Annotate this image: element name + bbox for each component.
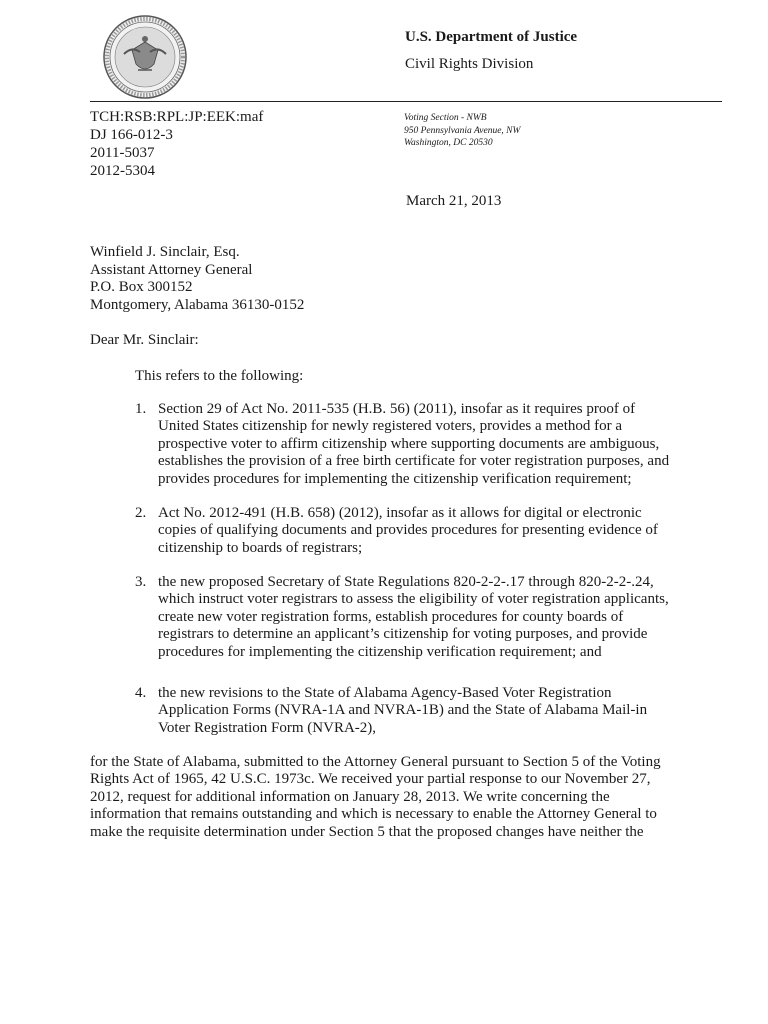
item-line: Act No. 2012-491 (H.B. 658) (2012), insofar as it allows for digital or electronic [158, 505, 642, 521]
recipient-line: Assistant Attorney General [90, 261, 253, 278]
item-line: Section 29 of Act No. 2011-535 (H.B. 56) (2011), insofar as it requires proof of [158, 401, 636, 417]
paragraph-line: information that remains outstanding and which is necessary to enable the Attorney General to [90, 806, 657, 823]
item-number: 4. [135, 685, 147, 701]
item-number: 2. [135, 505, 147, 521]
recipient-line: Winfield J. Sinclair, Esq. [90, 244, 240, 260]
reference-line: 2011-5037 [90, 145, 155, 161]
item-line: United States citizenship for newly registered voters, provides a method for a [158, 418, 623, 435]
item-line: the new proposed Secretary of State Regulations 820-2-2-.17 through 820-2-2-.24, [158, 574, 654, 590]
item-line: Application Forms (NVRA-1A and NVRA-1B) and the State of Alabama Mail-in [158, 702, 648, 719]
recipient-block [90, 244, 304, 314]
agency-heading [405, 28, 577, 73]
recipient-line: Montgomery, Alabama 36130-0152 [90, 296, 305, 313]
paragraph-line: Rights Act of 1965, 42 U.S.C. 1973c. We received your partial response to our November 27, [90, 771, 651, 788]
paragraph-line: for the State of Alabama, submitted to the Attorney General pursuant to Section 5 of the Voting [90, 754, 661, 770]
letter-date: March 21, 2013 [406, 193, 502, 209]
item-line: Voter Registration Form (NVRA-2), [158, 719, 377, 736]
item-line: procedures for implementing the citizenship verification requirement; and [158, 643, 602, 660]
address-line: 950 Pennsylvania Avenue, NW [404, 125, 521, 136]
item-line: copies of qualifying documents and provides procedures for presenting evidence of [158, 522, 658, 539]
salutation: Dear Mr. Sinclair: [90, 332, 199, 348]
intro-line: This refers to the following: [135, 368, 304, 384]
item-line: citizenship to boards of registrars; [158, 539, 363, 556]
item-line: provides procedures for implementing the citizenship verification requirement; [158, 470, 632, 487]
paragraph-line: 2012, request for additional information on January 28, 2013. We write concerning the [90, 788, 610, 805]
reference-codes [90, 108, 263, 180]
item-number: 1. [135, 401, 147, 417]
item-line: prospective voter to affirm citizenship where supporting documents are ambiguous, [158, 435, 660, 452]
body-paragraph [90, 754, 690, 841]
recipient-line: P.O. Box 300152 [90, 279, 193, 295]
division-name: Civil Rights Division [405, 56, 534, 72]
paragraph-line: make the requisite determination under Section 5 that the proposed changes have neither the [90, 823, 644, 840]
item-text [158, 401, 678, 488]
item-line: the new revisions to the State of Alabama Agency-Based Voter Registration [158, 685, 612, 701]
item-line: registrars to determine an applicant’s citizenship for voting purposes, and provide [158, 626, 648, 643]
address-line: Washington, DC 20530 [404, 138, 493, 148]
department-name: U.S. Department of Justice [405, 29, 578, 45]
item-text [158, 685, 678, 737]
doj-seal-icon [102, 14, 188, 100]
item-line: create new voter registration forms, establish procedures for county boards of [158, 608, 624, 625]
item-number: 3. [135, 574, 147, 590]
reference-line: DJ 166-012-3 [90, 127, 173, 143]
item-text [158, 505, 678, 557]
item-line: which instruct voter registrars to assess the eligibility of voter registration applicants, [158, 591, 669, 608]
reference-line: 2012-5304 [90, 163, 155, 179]
address-line: Voting Section - NWB [404, 113, 487, 123]
letterhead-divider [90, 101, 722, 102]
office-address [404, 112, 520, 150]
item-line: establishes the provision of a free birth certificate for voter registration purposes, and [158, 453, 670, 470]
reference-line: TCH:RSB:RPL:JP:EEK:maf [90, 109, 264, 125]
item-text [158, 574, 678, 661]
